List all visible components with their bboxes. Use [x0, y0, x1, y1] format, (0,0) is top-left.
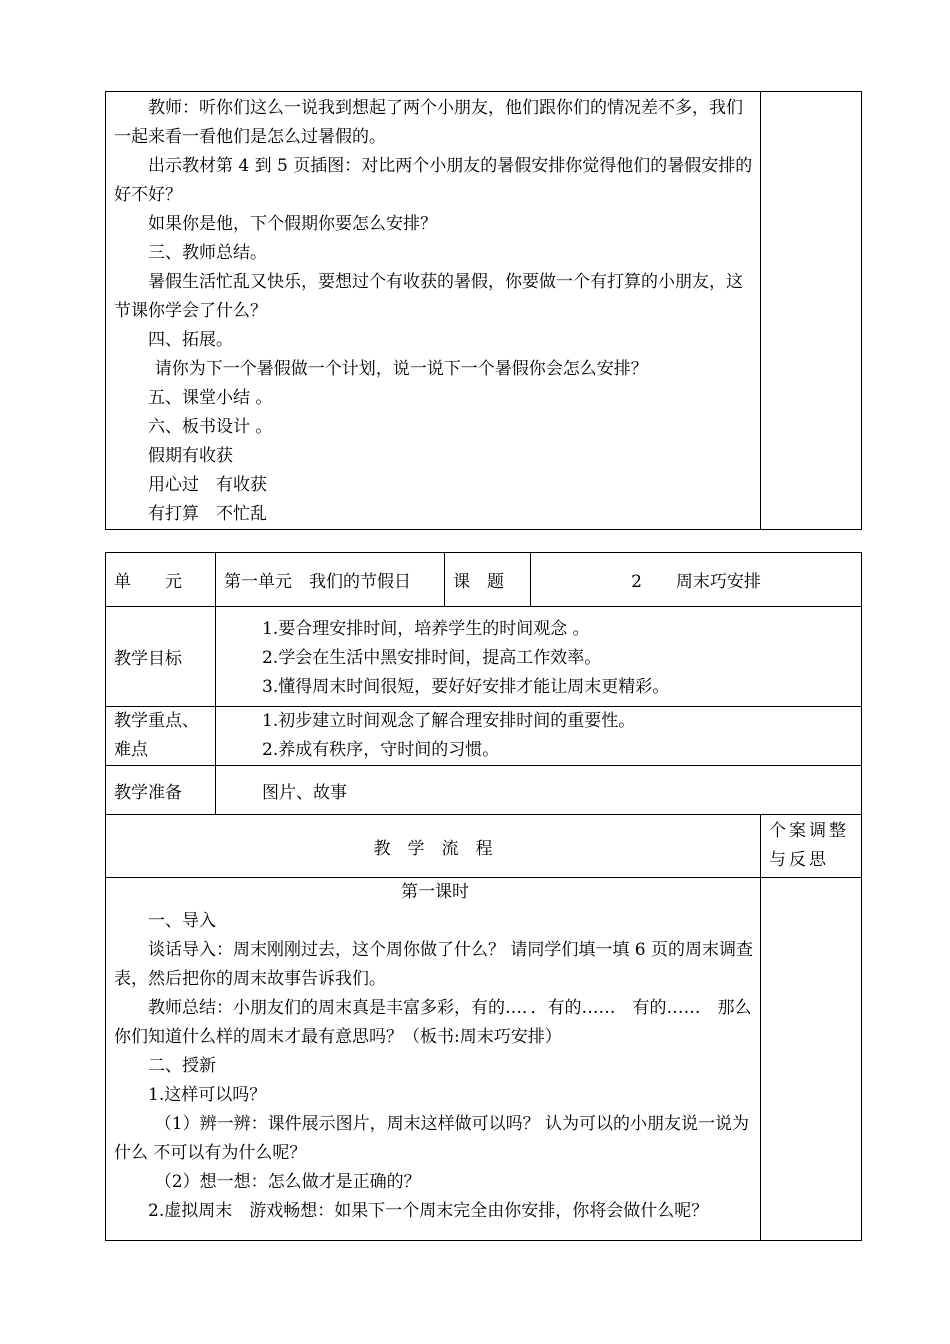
session-title: 第一课时 — [401, 882, 469, 902]
flow-paragraph: （1）辨一辨：课件展示图片，周末这样做可以吗？ 认为可以的小朋友说一说为什么 不可以有为什么呢？ — [114, 1114, 750, 1163]
goal-item: 2.学会在生活中黑安排时间，提高工作效率。 — [262, 648, 602, 668]
flow-paragraph: （2）想一想：怎么做才是正确的？ — [154, 1172, 421, 1192]
goals-cell — [216, 607, 862, 707]
lesson-plan-table — [105, 552, 862, 1241]
board-design-line: 有打算 不忙乱 — [148, 504, 267, 524]
goal-item: 3.懂得周末时间很短，要好好安排才能让周末更精彩。 — [262, 677, 670, 697]
top-paragraph: 六、板书设计 。 — [148, 417, 273, 437]
top-paragraph: 暑假生活忙乱又快乐，要想过个有收获的暑假，你要做一个有打算的小朋友，这节课你学会了什么？ — [114, 272, 743, 321]
top-paragraph: 四、拓展。 — [148, 330, 233, 350]
topic-value: 2 周末巧安排 — [531, 553, 862, 607]
top-paragraph: 请你为下一个暑假做一个计划，说一说下一个暑假你会怎么安排？ — [154, 359, 648, 379]
goals-label: 教学目标 — [106, 607, 216, 707]
flow-paragraph: 教师总结：小朋友们的周末真是丰富多彩，有的…．．有的…… 有的…… 那么你们知道什么样的周末才最有意思吗？（板书:周末巧安排） — [114, 998, 752, 1047]
flow-content-cell — [106, 878, 761, 1241]
flow-paragraph: 一、导入 — [148, 911, 216, 931]
top-continuation-table — [105, 91, 862, 530]
flow-paragraph: 1.这样可以吗？ — [148, 1085, 267, 1105]
topic-label: 课 题 — [445, 553, 531, 607]
flow-paragraph: 2.虚拟周末 游戏畅想：如果下一个周末完全由你安排，你将会做什么呢？ — [148, 1201, 709, 1221]
board-design-line: 假期有收获 — [148, 446, 233, 466]
key-point-item: 2.养成有秩序，守时间的习惯。 — [262, 740, 500, 760]
key-point-item: 1.初步建立时间观念了解合理安排时间的重要性。 — [262, 711, 636, 731]
unit-label: 单 元 — [106, 553, 216, 607]
flow-header: 教 学 流 程 — [106, 815, 761, 878]
top-paragraph: 如果你是他，下个假期你要怎么安排？ — [148, 214, 437, 234]
top-content-cell — [106, 92, 761, 530]
flow-paragraph: 二、授新 — [148, 1056, 216, 1076]
prep-value: 图片、故事 — [216, 766, 862, 815]
goal-item: 1.要合理安排时间，培养学生的时间观念 。 — [262, 619, 590, 639]
key-points-label: 教学重点、难点 — [106, 707, 216, 766]
top-paragraph: 教师：听你们这么一说我到想起了两个小朋友，他们跟你们的情况差不多，我们一起来看一看他们是怎么过暑假的。 — [114, 98, 743, 147]
prep-label: 教学准备 — [106, 766, 216, 815]
reflection-header: 个案调整与反思 — [761, 815, 862, 878]
top-reflection-cell — [761, 92, 862, 530]
top-paragraph: 三、教师总结。 — [148, 243, 267, 263]
flow-paragraph: 谈话导入：周末刚刚过去，这个周你做了什么？ 请同学们填一填 6 页的周末调查表，然后把你的周末故事告诉我们。 — [114, 940, 754, 989]
top-paragraph: 五、课堂小结 。 — [148, 388, 273, 408]
unit-value: 第一单元 我们的节假日 — [216, 553, 445, 607]
top-paragraph: 出示教材第 4 到 5 页插图：对比两个小朋友的暑假安排你觉得他们的暑假安排的好不好？ — [114, 156, 753, 205]
key-points-cell — [216, 707, 862, 766]
flow-reflection-cell — [761, 878, 862, 1241]
board-design-line: 用心过 有收获 — [148, 475, 267, 495]
